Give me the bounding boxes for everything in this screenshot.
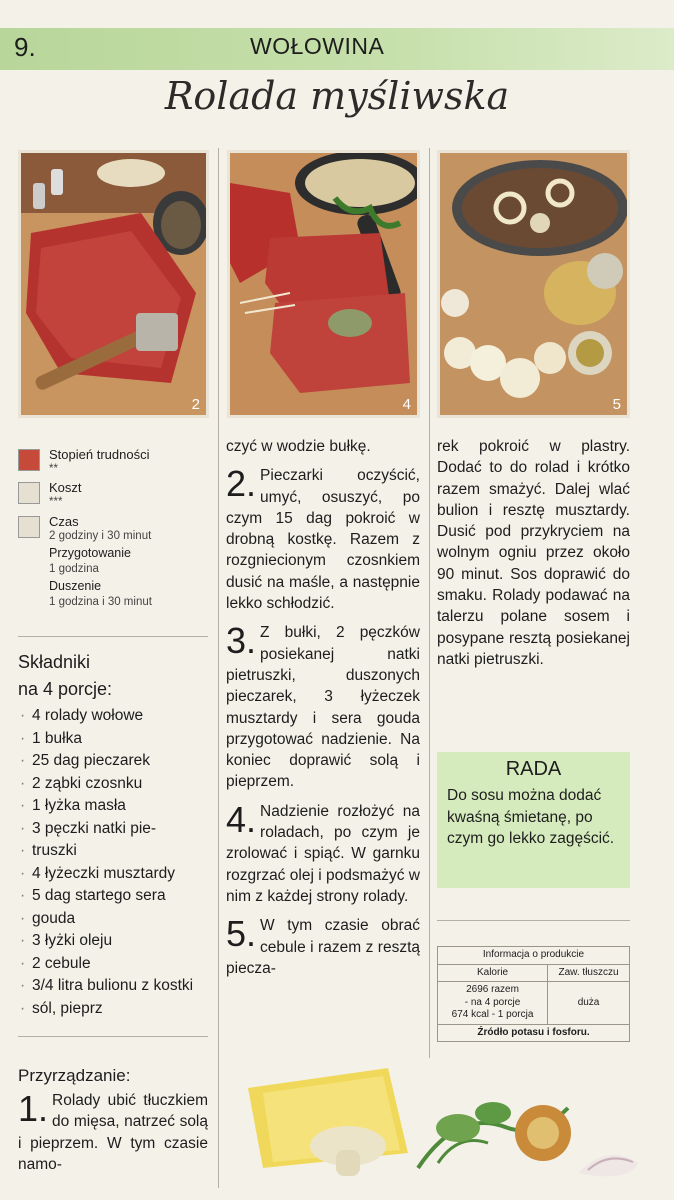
time-value: 2 godziny i 30 minut — [49, 530, 152, 542]
calories-line: - na 4 porcje — [464, 996, 521, 1008]
prep-value: 1 godzina — [49, 563, 99, 575]
photo-step-4 — [227, 150, 420, 418]
list-item: · 3 łyżki oleju — [18, 930, 218, 953]
list-item: · 1 bułka — [18, 728, 218, 751]
step-number: 5. — [226, 913, 257, 955]
list-item-continuation: · truszki — [18, 840, 218, 863]
list-item: · 3 pęczki natki pie- — [18, 818, 218, 841]
tip-box — [437, 752, 630, 888]
stew-label: Duszenie — [49, 579, 102, 593]
recipe-title: Rolada myśliwska — [164, 74, 510, 118]
difficulty-value: ** — [49, 463, 58, 475]
cost-label: Koszt — [49, 480, 82, 495]
product-info-table — [437, 946, 630, 1042]
tip-heading: RADA — [505, 758, 562, 780]
ingredient-list — [18, 705, 218, 1020]
list-item: · sól, pieprz — [18, 998, 218, 1021]
step-text: czyć w wodzie bułkę. — [226, 438, 371, 455]
meat-tenderizer-photo — [21, 153, 206, 415]
column-divider — [218, 148, 219, 1188]
step-text: rek pokroić w plastry. Dodać to do rolad i krótko razem smażyć. Dalej wlać bulion i resztę musztardy. Dusić pod przykryciem na wolnym ogniu przez około 90 minut. Sos doprawić do smaku. Rolady podawać na talerzu polane sosem i posypane resztą posiekanej natki pietruszki. — [437, 438, 630, 668]
chapter-header — [0, 28, 674, 70]
photo-number: 5 — [612, 396, 621, 413]
section-divider — [18, 1036, 208, 1037]
coins-icon — [18, 482, 40, 504]
photo-step-2 — [18, 150, 209, 418]
list-item: · 4 rolady wołowe — [18, 705, 218, 728]
product-info-title: Informacja o produkcie — [438, 947, 630, 965]
list-item: · 3/4 litra bulionu z kostki — [18, 975, 218, 998]
ingredients-illustration — [238, 1058, 658, 1188]
step-number: 3. — [226, 620, 257, 662]
rolling-roulades-photo — [230, 153, 417, 415]
fat-header: Zaw. tłuszczu — [548, 964, 630, 982]
pot-with-roulades-photo — [440, 153, 627, 415]
time-label: Czas — [49, 514, 79, 529]
list-item: · 2 ząbki czosnku — [18, 773, 218, 796]
calories-header: Kalorie — [438, 964, 548, 982]
step-number: 2. — [226, 463, 257, 505]
calories-line: 2696 razem — [466, 984, 519, 995]
list-item-continuation: · gouda — [18, 908, 218, 931]
list-item: · 4 łyżeczki musztardy — [18, 863, 218, 886]
list-item: · 2 cebule — [18, 953, 218, 976]
section-divider — [437, 920, 630, 921]
stew-value: 1 godzina i 30 minut — [49, 596, 152, 608]
chef-hat-icon — [18, 449, 40, 471]
list-item: · 5 dag startego sera — [18, 885, 218, 908]
photo-number: 2 — [191, 396, 200, 413]
step-text: W tym czasie obrać cebule i razem z resztą piecza- — [226, 917, 420, 977]
preparation-col2 — [226, 436, 420, 979]
nutrient-source: Źródło potasu i fosforu. — [438, 1024, 630, 1042]
step-text: Nadzienie rozłożyć na roladach, po czym je zrolować i spiąć. W garnku rozgrzać olej i podsmażyć w nim z każdej strony rolady. — [226, 802, 420, 905]
calories-value — [438, 982, 548, 1025]
list-item: · 25 dag pieczarek — [18, 750, 218, 773]
difficulty-label: Stopień trudności — [49, 447, 150, 462]
section-divider — [18, 636, 208, 637]
step-number: 4. — [226, 798, 257, 840]
cost-value: *** — [49, 496, 63, 508]
preparation-col3 — [437, 436, 630, 670]
step-text: Rolady ubić tłuczkiem do mięsa, natrzeć solą i pieprzem. W tym czasie namo- — [18, 1092, 208, 1173]
preparation-heading: Przyrządzanie: — [18, 1066, 131, 1085]
list-item: · 1 łyżka masła — [18, 795, 218, 818]
photo-number: 4 — [402, 396, 411, 413]
photo-step-5 — [437, 150, 630, 418]
step-text: Z bułki, 2 pęczków posiekanej natki pietruszki, duszonych pieczarek, 3 łyżeczek musztardy i sera gouda przygotować nadzienie. Na koniec doprawić solą i pieprzem. — [226, 624, 420, 791]
ingredients-heading: Składniki — [18, 652, 91, 672]
fat-value: duża — [548, 982, 630, 1025]
calories-line: 674 kcal - 1 porcja — [451, 1009, 534, 1020]
prep-label: Przygotowanie — [49, 546, 131, 560]
step-text: Pieczarki oczyścić, umyć, osuszyć, po czym 15 dag pokroić w drobną kostkę. Razem z rozgniecionym czosnkiem dusić na maśle, a następnie lekko schłodzić. — [226, 467, 420, 613]
hourglass-icon — [18, 516, 40, 538]
step-number: 1. — [18, 1088, 49, 1129]
column-divider — [429, 148, 430, 1058]
page-number: 9. — [14, 32, 36, 62]
ingredients-subheading: na 4 porcje: — [18, 679, 113, 699]
tip-text: Do sosu można dodać kwaśną śmietanę, po czym go lekko zagęścić. — [447, 787, 615, 847]
chapter-title: WOŁOWINA — [250, 33, 385, 59]
preparation-col1 — [18, 1090, 208, 1175]
